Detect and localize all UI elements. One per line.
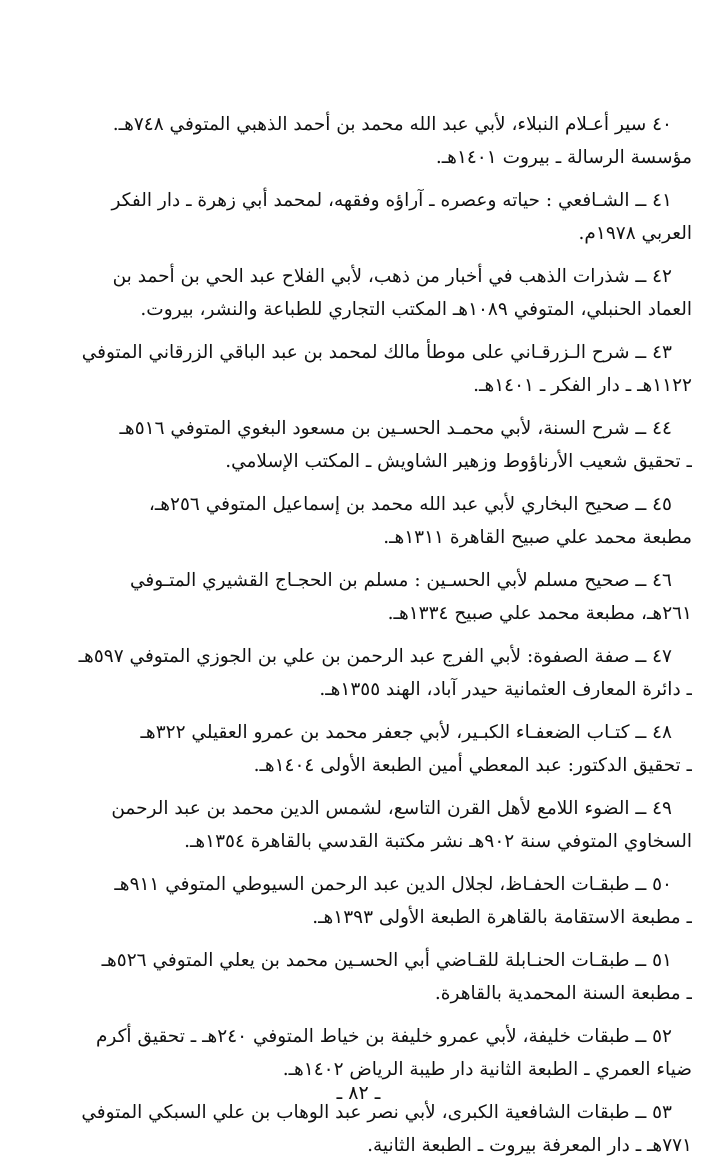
bibliography-entry-40 bbox=[74, 108, 692, 174]
entry-line: ٥٣ ــ طبقات الشافعية الكبرى، لأبي نصر عبد الوهاب بن علي السبكي المتوفي bbox=[81, 1102, 672, 1123]
entry-line: ٤٣ ــ شرح الـزرقـاني على موطأ مالك لمحمد بن عبد الباقي الزرقاني المتوفي bbox=[81, 342, 672, 363]
bibliography-entry-46 bbox=[74, 564, 692, 630]
entry-line: ـ مطبعة الاستقامة بالقاهرة الطبعة الأولى ١٣٩٣هـ. bbox=[312, 907, 692, 928]
entry-line: ضياء العمري ـ الطبعة الثانية دار طيبة الرياض ١٤٠٢هـ. bbox=[282, 1059, 692, 1080]
entry-line: العربي ١٩٧٨م. bbox=[578, 223, 692, 244]
entry-line: ٤٨ ــ كتـاب الضعفـاء الكبـير، لأبي جعفر محمد بن عمرو العقيلي ٣٢٢هـ bbox=[140, 722, 672, 743]
entry-line: ٤٧ ــ صفة الصفوة: لأبي الفرج عبد الرحمن بن علي بن الجوزي المتوفي ٥٩٧هـ bbox=[78, 646, 672, 667]
entry-line: مطبعة محمد علي صبيح القاهرة ١٣١١هـ. bbox=[383, 527, 692, 548]
entry-line: ٤١ ــ الشـافعي : حياته وعصره ـ آراؤه وفقهه، لمحمد أبي زهرة ـ دار الفكر bbox=[111, 190, 672, 211]
bibliography-entry-50 bbox=[74, 868, 692, 934]
entry-line: ٥٢ ــ طبقات خليفة، لأبي عمرو خليفة بن خياط المتوفي ٢٤٠هـ ـ تحقيق أكرم bbox=[95, 1026, 672, 1047]
entry-line: ٤٦ ــ صحيح مسلم لأبي الحسـين : مسلم بن الحجـاج القشيري المتـوفي bbox=[129, 570, 672, 591]
entry-line: ١١٢٢هـ ـ دار الفكر ـ ١٤٠١هـ. bbox=[473, 375, 692, 396]
bibliography-entry-45 bbox=[74, 488, 692, 554]
entry-line: ٤٠ سير أعـلام النبلاء، لأبي عبد الله محمد بن أحمد الذهبي المتوفي ٧٤٨هـ. bbox=[112, 114, 672, 135]
bibliography-entry-52 bbox=[74, 1020, 692, 1086]
entry-line: ٥١ ــ طبقـات الحنـابلة للقـاضي أبي الحسـين محمد بن يعلي المتوفي ٥٢٦هـ bbox=[101, 950, 672, 971]
bibliography-entry-44 bbox=[74, 412, 692, 478]
entry-line: السخاوي المتوفي سنة ٩٠٢هـ نشر مكتبة القدسي بالقاهرة ١٣٥٤هـ. bbox=[184, 831, 692, 852]
bibliography-entry-47 bbox=[74, 640, 692, 706]
entry-line: ٤٩ ــ الضوء اللامع لأهل القرن التاسع، لشمس الدين محمد بن عبد الرحمن bbox=[111, 798, 672, 819]
entry-line: العماد الحنبلي، المتوفي ١٠٨٩هـ المكتب التجاري للطباعة والنشر، بيروت. bbox=[140, 299, 692, 320]
bibliography-entry-48 bbox=[74, 716, 692, 782]
entry-line: ـ دائرة المعارف العثمانية حيدر آباد، الهند ١٣٥٥هـ. bbox=[319, 679, 692, 700]
bibliography-entry-53 bbox=[74, 1096, 692, 1162]
entry-line: ـ تحقيق شعيب الأرناؤوط وزهير الشاويش ـ المكتب الإسلامي. bbox=[225, 451, 692, 472]
page-number: ـ ٨٢ ـ bbox=[336, 1082, 381, 1104]
entry-line: مؤسسة الرسالة ـ بيروت ١٤٠١هـ. bbox=[435, 147, 692, 168]
bibliography-page bbox=[74, 108, 692, 1172]
entry-line: ٤٢ ــ شذرات الذهب في أخبار من ذهب، لأبي الفلاح عبد الحي بن أحمد بن bbox=[112, 266, 672, 287]
entry-line: ٥٠ ــ طبقـات الحفـاظ، لجلال الدين عبد الرحمن السيوطي المتوفي ٩١١هـ bbox=[114, 874, 672, 895]
entry-line: ـ مطبعة السنة المحمدية بالقاهرة. bbox=[434, 983, 692, 1004]
bibliography-entry-51 bbox=[74, 944, 692, 1010]
bibliography-entry-41 bbox=[74, 184, 692, 250]
entry-line: ٤٤ ــ شرح السنة، لأبي محمـد الحسـين بن مسعود البغوي المتوفي ٥١٦هـ bbox=[119, 418, 672, 439]
entry-line: ـ تحقيق الدكتور: عبد المعطي أمين الطبعة الأولى ١٤٠٤هـ. bbox=[253, 755, 692, 776]
entry-line: ٢٦١هـ، مطبعة محمد علي صبيح ١٣٣٤هـ. bbox=[387, 603, 692, 624]
bibliography-entry-43 bbox=[74, 336, 692, 402]
bibliography-entry-42 bbox=[74, 260, 692, 326]
entry-line: ٤٥ ــ صحيح البخاري لأبي عبد الله محمد بن إسماعيل المتوفي ٢٥٦هـ، bbox=[148, 494, 672, 515]
bibliography-entry-49 bbox=[74, 792, 692, 858]
entry-line: ٧٧١هـ ـ دار المعرفة بيروت ـ الطبعة الثانية. bbox=[367, 1135, 692, 1156]
